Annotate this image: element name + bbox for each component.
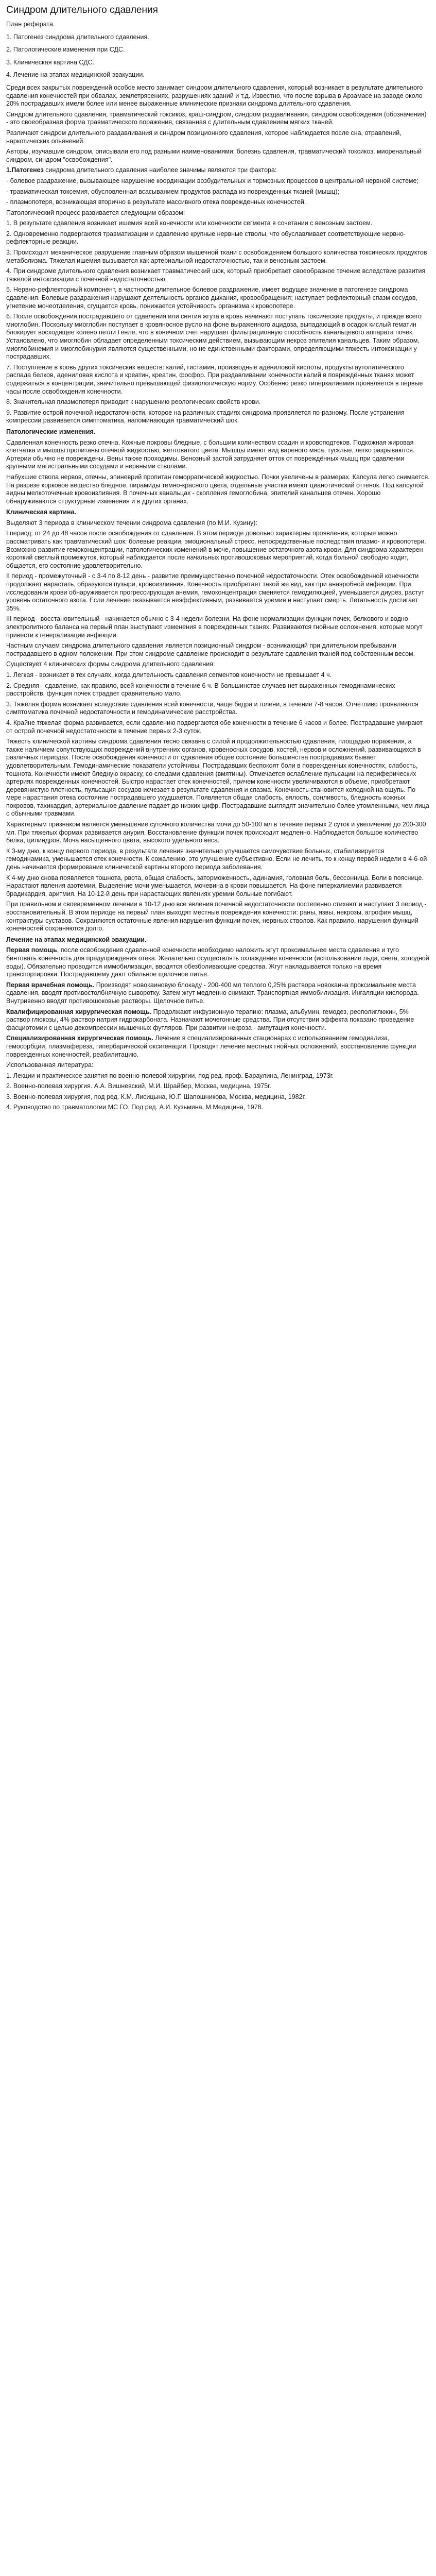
paragraph-text: Авторы, изучавшие синдром, описывали его под разными наименованиями: болезнь сдавления, травматический токсикоз, миоренальный синдром, синдром "освобождения". [6, 148, 422, 163]
paragraph-text: Продолжают инфузионную терапию: плазма, альбумин, гемодез, реополиглюкин, 5% раствор глюкозы, 4% раствор натрия гидрокарбоната. Назначают мочегонные средства. При отсутствии эффекта показано проведение фасциотомии с целью декомпрессии мышечных футляров. При развитии некроза - ампутация конечности. [6, 1008, 414, 1031]
paragraph-text: - плазмопотеря, возникающая вторично в результате массивного отека поврежденных конечностей. [6, 198, 306, 206]
paragraph-text: Существует 4 клинических формы синдрома длительного сдавления: [6, 660, 215, 668]
paragraph [6, 848, 430, 872]
paragraph [6, 439, 430, 471]
bold-lead: Патологические изменения. [6, 428, 96, 435]
paragraph-text: Использованная литература: [6, 1061, 94, 1069]
plan-item [6, 46, 430, 54]
paragraph [6, 398, 430, 406]
paragraph-text: 1. Лекции и практическое занятия по военно-полевой хирургии, под ред. проф. Бараулина, Ленинград, 1973г. [6, 1072, 334, 1079]
paragraph-text: Синдром длительного сдавления, травматический токсикоз, краш-синдром, синдром раздавливания, синдром освобождения (обозначения) - это своеобразная форма травматического поражения, связанная с длительным сдавлением мягких тканей. [6, 110, 427, 126]
paragraph [6, 1104, 430, 1112]
paragraph [6, 249, 430, 265]
paragraph-text: 6. После освобождения пострадавшего от сдавления или снятия жгута в кровь начинают поступать токсические продукты, и прежде всего миоглобин. Поскольку миоглобин поступает в кровяносное русло на фоне выраженного ацидоза, выпадающий в осадок кислый гематин блокирует восходящее колено петли Генле, что в конечном счет нарушает фильтрационную способность канальцевого аппарата почек. Установлено, что миоглобин обладает определенным токсическим действием, вызывающим некроз эпителия канальцев. Таким образом, миоглобинемия и миоглобинурия являются существенными, но не единственными факторами, определяющими тяжесть интоксикации у пострадавших. [6, 313, 422, 361]
paragraph [6, 660, 430, 669]
paragraph-text: Производят новокаиновую блокаду - 200-400 мл теплого 0,25% раствора новокаина проксимальнее места сдавления, вводят противостолбнячную сыворотку. Затем жгут медленно снимают. Транспортная иммобилизация. Ингаляции кислорода. Внутривенно вводят противошоковые растворы. Щелочное питье. [6, 981, 419, 1005]
paragraph-text: 4. Крайне тяжелая форма развивается, если сдавлению подвергаются обе конечности в течение 6 часов и более. Пострадавшие умирают от острой почечной недостаточности в течение первых 2-3 суток. [6, 719, 423, 735]
paragraph-text: Выделяют 3 периода в клиническом течении синдрома сдавления (по М.И. Кузину): [6, 519, 257, 527]
paragraph-text: 3. Военно-полевая хирургия, под ред. К.М. Лисицына, Ю.Г. Шапошникова, Москва, медицина, 1982г. [6, 1093, 306, 1100]
paragraph [6, 738, 430, 818]
paragraph [6, 701, 430, 717]
paragraph-text: III период - восстановительный - начинается обычно с 3-4 недели болезни. На фоне нормализации функции почек, белкового и водно-электролитного баланса на первый план выступают изменения в поврежденных тканях. Развиваются гнойные осложнения, которые могут привести к генерализации инфекции. [6, 615, 423, 639]
paragraph-text: 2. Военно-полевая хирургия. А.А. Вишневский, М.И. Шрайбер, Москва, медицина, 1975г. [6, 1082, 271, 1090]
paragraph-text: Лечение в специализированных стационарах с использованием гемодиализа, гемосорбции, плазмафереза, гипербарической оксигенации. Проводят лечение местных гнойных осложнений, восстановление функции поврежденных конечностей, реабилитацию. [6, 1035, 416, 1058]
bold-lead: Клиническая картина. [6, 509, 76, 516]
paragraph-text: При правильном и своевременном лечении в 10-12 дню все явления почечной недостаточности постепенно стихают и наступает 3 период - восстановительный. В этом периоде на первый план выходят местные повреждения конечности: раны, язвы, некрозы, атрофия мышц, контрактуры суставов. Сохраняются остаточные явления нарушения функции почек, нервных стволов. Как правило, нарушения функций конечностей сохраняются долго. [6, 901, 427, 933]
paragraph [6, 530, 430, 570]
paragraph [6, 198, 430, 207]
page [0, 0, 436, 1120]
paragraph [6, 1072, 430, 1080]
paragraph [6, 84, 430, 108]
paragraph-text: 3. Тяжелая форма возникает вследствие сдавления всей конечности, чаще бедра и голени, в течение 7-8 часов. Отчетливо проявляются симптоматика почечной недостаточности и гемодинамические расстройства. [6, 700, 418, 716]
plan-item [6, 21, 430, 29]
paragraph-text: 5. Нервно-рефлекторный компонент, в частности длительное болевое раздражение, имеет ведущее значение в патогенезе синдрома сдавления. Болевые раздражения нарушают деятельность органов дыхания, кровообращения; наступает рефлекторный спазм сосудов, угнетение мочеотделения, сгущается кровь, понижается устойчивость организма к кровопотере. [6, 286, 417, 310]
paragraph [6, 409, 430, 425]
paragraph [6, 1035, 430, 1059]
section-heading [6, 428, 430, 436]
paragraph-text: Характерным признаком является уменьшение суточного количества мочи до 50-100 мл в течение первых 2 суток и увеличение до 200-300 мл. При тяжелых формах развивается анурия. Восстановление функции почек происходит медленно. Наблюдается большое количество белка, цилиндров. Моча насыщенного цвета, высокого удельного веса. [6, 821, 426, 844]
paragraph-text: Различают синдром длительного раздавливания и синдром позиционного сдавления, которое наблюдается после сна, отравлений, наркотических опьянений. [6, 129, 402, 145]
paragraph [6, 209, 430, 217]
paragraph-text: Патологический процесс развивается следующим образом: [6, 209, 185, 216]
paragraph-text: 2. Средняя - сдавление, как правило, всей конечности в течение 6 ч. В большинстве случаев нет выраженных гемодинамических расстройств, функция почек страдает сравнительно мало. [6, 682, 395, 698]
paragraph-text: 7. Поступление в кровь других токсических веществ: калий, гистамин, производные адениловой кислоты, продукты аутолитического распада белков, адениловая кислота и креатин, креатин, фосфор. При раздавливании конечности калий в повреждённых тканях может содержаться в концентрации, значительно превышающей физиологическую норму. Особенно резко гиперкалиемия проявляется в первые часы после освобождения конечности. [6, 363, 423, 395]
bold-lead: Первая помощь [6, 946, 57, 954]
paragraph-text: Среди всех закрытых повреждений особое место занимает синдром длительного сдавления, который возникает в результате длительного сдавления конечностей при обвалах, землетрясениях, разрушениях зданий и т.д. Известно, что после взрыва в Арзамасе на заводе около 20% пострадавших имели более или менее выраженные клинические признаки синдрома длительного сдавления. [6, 83, 423, 108]
plan-item [6, 71, 430, 79]
paragraph [6, 148, 430, 164]
paragraph [6, 364, 430, 396]
paragraph-text: 1. В результате сдавления возникает ишемия всей конечности или конечности сегмента в сочетании с венозным застоем. [6, 219, 373, 227]
paragraph [6, 1008, 430, 1032]
paragraph [6, 572, 430, 613]
paragraph [6, 219, 430, 228]
paragraph [6, 267, 430, 283]
paragraph [6, 719, 430, 735]
paragraph-text: Частным случаем синдрома длительного сдавления является позиционный синдром - возникающий при длительном пребывании пострадавшего в одном положении. При этом синдроме сдавление происходит в результате сдавления тканей под собственным весом. [6, 642, 415, 657]
page-title: Синдром длительного сдавления [6, 5, 158, 15]
paragraph [6, 682, 430, 698]
paragraph-text: 3. Клиническая картина СДС. [6, 58, 95, 66]
paragraph-text: 1. Патогенез синдрома длительного сдавления. [6, 33, 149, 41]
bold-lead: Первая врачебная помощь. [6, 981, 95, 989]
paragraph-text: синдрома длительного сдавления наиболее значимы являются три фактора: [43, 166, 277, 174]
paragraph-text: К 3-му дню, к концу первого периода, в результате лечения значительно улучшается самочувствие больных, стабилизируется гемодинамика, уменьшается отек конечности. К сожалению, это улучшение субъективно. Если не лечить, то к концу первой недели в 4-6-ой день начинается формирование клинической картины второго периода заболевания. [6, 847, 427, 871]
paragraph-text: 4. При синдроме длительного сдавления возникает травматический шок, который приобретает своеобразное течение вследствие развития тяжелой интоксикации с почечной недостаточностью. [6, 267, 426, 283]
paragraph [6, 519, 430, 528]
paragraph-text: 2. Одновременно подвергаются травматизации и сдавлению крупные нервные стволы, что обуславливает соответствующие нервно-рефлекторные реакции. [6, 230, 406, 246]
paragraph-text: Тяжесть клинической картины синдрома сдавления тесно связана с силой и продолжительностью сдавления, площадью поражения, а также наличием сопутствующих повреждений внутренних органов, кровеносных сосудов, костей, нервов и осложнений, развивающихся в различных периодах. После освобождения конечности от сдавления общее состояние большинства пострадавших бывает удовлетворительным. Гемодинамические показатели устойчивы. Пострадавших беспокоят боли в поврежденных конечностях, слабость, тошнота. Конечности имеют бледную окраску, со следами сдавления (вмятины). Отмечается ослабление пульсации на периферических артериях поврежденных конечностей. Быстро нарастает отек конечностей, причем конечности увеличиваются в объеме, приобретают деревянистую плотность, пульсация сосудов исчезает в результате сдавления и спазма. Конечность становится холодной на ощупь. По мере нарастания отека состояние пострадавшего ухудшается. Появляется общая слабость, вялость, сонливость, бледность кожных покровов, тахикардия, артериальное давление падает до низких цифр. Пострадавшие выглядят значительно более утомленными, чем лица с обычными травмами. [6, 738, 429, 818]
paragraph-text: Набухшие ствола нервов, отечны, эпиневрий пропитан геморрагической жидкостью. Почки увеличены в размерах. Капсула легко снимается. На разрезе корковое вещество бледное, пирамиды темно-красного цвета, отдельные участки имеют цианотический оттенок. Под капсулой видны мелкоточечные кровоизлияния. В почечных канальцах - скопления гемоглобина, эпителий канальцев отечен. Хорошо обнаруживаются структурные изменения и в других органах. [6, 473, 430, 505]
paragraph-text: 8. Значительная плазмопотеря приводит к нарушению реологических свойств крови. [6, 398, 261, 406]
paragraph-text: 4. Руководство по травматологии МС ГО. Под ред. А.И. Кузьмина, М.Медицина, 1978. [6, 1104, 264, 1111]
paragraph-text: Сдавленная конечность резко отечна. Кожные покровы бледные, с большим количеством ссадин и кровоподтеков. Подкожная жировая клетчатка и мышцы пропитаны отечной жидкостью, желтоватого цвета. Мышцы имеют вид вареного мяса, тусклые, легко разрываются. Артерии обычно не повреждены. Вены также проходимы. Венозный застой затрудняет отток от повреждённых мышц при сдавлении крупными магистральными сосудами и нервными стволами. [6, 438, 415, 470]
paragraph [6, 1082, 430, 1091]
section-heading [6, 936, 430, 944]
article-body [6, 21, 430, 1112]
paragraph [6, 166, 430, 175]
paragraph-text: 2. Патологические изменения при СДС. [6, 46, 125, 54]
paragraph [6, 188, 430, 196]
paragraph-text: 9. Развитие острой почечной недостаточности, которое на различных стадиях синдрома проявляется по-разному. После устранения компрессии развивается симптоматика, напоминающая травматический шок. [6, 409, 405, 425]
paragraph [6, 313, 430, 361]
paragraph [6, 129, 430, 145]
paragraph-text: План реферата. [6, 21, 55, 28]
paragraph [6, 286, 430, 310]
paragraph [6, 671, 430, 680]
paragraph [6, 642, 430, 658]
paragraph-text: , после освобождения сдавленной конечности необходимо наложить жгут проксимальнее места сдавления и туго бинтовать конечность для предупреждения отека. Желательно осуществлять охлаждение конечности (использование льда, снега, холодной воды). Обязательно проводится иммобилизация, вводятся обезболивающие средства. Жгут накладывается только на время транспортировки. Пострадавшему дают обильное щелочное питье. [6, 946, 429, 978]
paragraph [6, 615, 430, 639]
paragraph [6, 874, 430, 899]
bold-lead: 1.Патогенез [6, 166, 44, 174]
paragraph-text: - травматическая токсемия, обусловленная всасыванием продуктов распада из поврежденных тканей (мышц); [6, 188, 340, 195]
paragraph [6, 821, 430, 845]
bold-lead: Специализированная хирургическая помощь. [6, 1035, 153, 1042]
paragraph [6, 230, 430, 246]
paragraph-text: К 4-му дню снова появляется тошнота, рвота, общая слабость, заторможенность, адинамия, головная боль, бессонница. Боли в пояснице. Нарастают явления азотемии. Выделение мочи уменьшается, мочевина в крови повышается. На фоне гиперкалиемии развивается брадикардия, аритмия. На 10-12-й день при нарастающих явлениях уремии больные погибают. [6, 874, 424, 897]
paragraph [6, 901, 430, 933]
paragraph-text: 1. Легкая - возникает в тех случаях, когда длительность сдавления сегментов конечности не превышает 4 ч. [6, 671, 332, 679]
paragraph-text: II период - промежуточный - с 3-4 по 8-12 день - развитие преимущественно почечной недостаточности. Отек освобожденной конечности продолжает нарастать, образуются пузыри, кровоизлияния. Конечность приобретает такой же вид, как при анаэробной инфекции. При исследовании крови обнаруживается прогрессирующая анемия, гемоконцентрация сменяется гемодилюцией, уменьшается диурез, растут уровень остаточного азота. Если лечение оказывается неэффективным, развивается уремия и наступает смерть. Летальность достигает 35%. [6, 572, 425, 612]
paragraph [6, 111, 430, 127]
paragraph [6, 1093, 430, 1101]
paragraph [6, 1061, 430, 1070]
paragraph [6, 177, 430, 185]
bold-lead: Лечение на этапах медицинской эвакуации. [6, 936, 147, 943]
paragraph [6, 946, 430, 978]
paragraph-text: 4. Лечение на этапах медицинской эвакуации. [6, 71, 145, 79]
bold-lead: Квалифицированная хирургическая помощь. [6, 1008, 152, 1015]
paragraph-text: 3. Происходит механическое разрушение главным образом мышечной ткани с освобождением большого количества токсических продуктов метаболизма. Тяжелая ишемия вызывается как артериальной недостаточностью, так и венозным застоем. [6, 249, 427, 264]
section-heading [6, 509, 430, 517]
paragraph-text: - болевое раздражение, вызывающее нарушение координации возбудительных и тормозных процессов в центральной нервной системе; [6, 177, 418, 184]
plan-item [6, 33, 430, 42]
plan-item [6, 59, 430, 67]
paragraph-text: I период: от 24 до 48 часов после освобождения от сдавления. В этом периоде довольно характерны проявления, которые можно рассматривать как травматический шок: болевые реакции, эмоциональный стресс, непосредственные последствия плазмо- и кровопотери. Возможно развитие гемоконцентрации, патологических изменений в моче, повышение остаточного азота крови. Для синдрома характерен короткий светлый промежуток, который наблюдается после начальных противошоковых мероприятий, когда больной свободно ходит, общается, его состояние удовлетворительно. [6, 530, 426, 569]
paragraph [6, 473, 430, 505]
paragraph [6, 981, 430, 1006]
